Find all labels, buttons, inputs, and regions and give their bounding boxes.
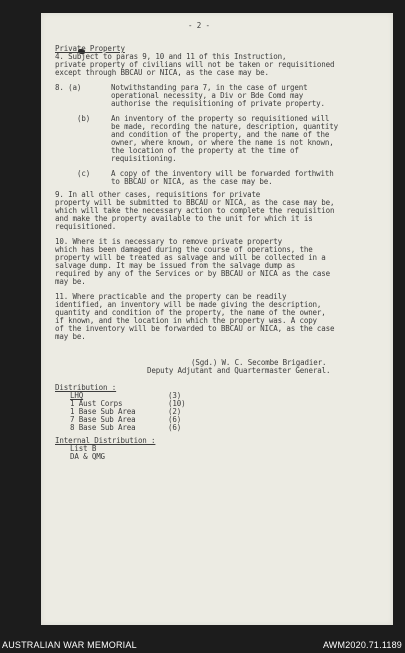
paragraph-line: operational necessity, a Div or Bde Comd may [111, 91, 304, 100]
distribution-count: (10) [168, 399, 186, 408]
internal-distribution-item: DA & QMG [70, 452, 105, 461]
distribution-name: 1 Aust Corps [70, 399, 123, 408]
footer-catalogue-number: AWM2020.71.1189 [322, 640, 402, 650]
paragraph-line: An inventory of the property so requisitioned will [111, 114, 330, 123]
section-heading: Private Property [55, 44, 125, 53]
paragraph-number: (c) [77, 169, 91, 178]
paragraph-line: and make the property available to the unit for which it is [55, 214, 313, 223]
paragraph-line: of the inventory will be forwarded to BBCAU or NICA, as the case [55, 324, 335, 333]
paragraph-line: requisitioning. [111, 154, 177, 163]
paragraph-number: 8. (a) [55, 83, 82, 92]
paragraph-line: private property of civilians will not be taken or requisitioned [55, 60, 335, 69]
signature-line: (Sgd.) W. C. Secombe Brigadier. [191, 358, 327, 367]
paragraph-line: property will be submitted to BBCAU or NICA, as the case may be, [55, 198, 335, 207]
paragraph-line: may be. [55, 277, 86, 286]
distribution-name: 7 Base Sub Area [70, 415, 136, 424]
paragraph-line: property will be treated as salvage and will be collected in a [55, 253, 326, 262]
internal-distribution-item: List B [70, 444, 97, 453]
distribution-count: (2) [168, 407, 182, 416]
paragraph-line: 11. Where practicable and the property can be readily [55, 292, 287, 301]
paragraph-line: which will take the necessary action to complete the requisition [55, 206, 335, 215]
paragraph-line: to BBCAU or NICA, as the case may be. [111, 177, 273, 186]
paragraph-line: requisitioned. [55, 222, 117, 231]
distribution-count: (3) [168, 391, 182, 400]
paragraph-line: A copy of the inventory will be forwarded forthwith [111, 169, 334, 178]
distribution-label: Distribution : [55, 383, 117, 392]
distribution-count: (6) [168, 423, 182, 432]
document-page [41, 13, 393, 625]
paragraph-line: quantity and condition of the property, the name of the owner, [55, 308, 326, 317]
paragraph-line: may be. [55, 332, 86, 341]
paragraph-line: and condition of the property, and the name of the [111, 130, 330, 139]
distribution-count: (6) [168, 415, 182, 424]
paragraph-line: 4. Subject to paras 9, 10 and 11 of this Instruction, [55, 52, 287, 61]
footer-institution: AUSTRALIAN WAR MEMORIAL [2, 640, 137, 650]
paragraph-line: 9. In all other cases, requisitions for private [55, 190, 261, 199]
paragraph-line: be made, recording the nature, description, quantity [111, 122, 339, 131]
paragraph-line: the location of the property at the time of [111, 146, 299, 155]
internal-distribution-label: Internal Distribution : [55, 436, 156, 445]
signature-title: Deputy Adjutant and Quartermaster General. [147, 366, 331, 375]
paragraph-number: (b) [77, 114, 91, 123]
paragraph-line: identified, an inventory will be made giving the description, [55, 300, 322, 309]
distribution-name: 1 Base Sub Area [70, 407, 136, 416]
paragraph-line: except through BBCAU or NICA, as the case may be. [55, 68, 269, 77]
archive-footer [0, 637, 405, 653]
paragraph-line: required by any of the Services or by BBCAU or NICA as the case [55, 269, 331, 278]
paragraph-line: owner, where known, or where the name is not known, [111, 138, 334, 147]
distribution-name: LHQ [70, 391, 84, 400]
page-number: - 2 - [188, 21, 210, 30]
paragraph-line: authorise the requisitioning of private property. [111, 99, 325, 108]
distribution-name: 8 Base Sub Area [70, 423, 136, 432]
paragraph-line: salvage dump. It may be issued from the salvage dump as [55, 261, 296, 270]
paragraph-line: Notwithstanding para 7, in the case of urgent [111, 83, 308, 92]
paragraph-line: 10. Where it is necessary to remove private property [55, 237, 283, 246]
paragraph-line: which has been damaged during the course of operations, the [55, 245, 313, 254]
paragraph-line: if known, and the location in which the property was. A copy [55, 316, 317, 325]
